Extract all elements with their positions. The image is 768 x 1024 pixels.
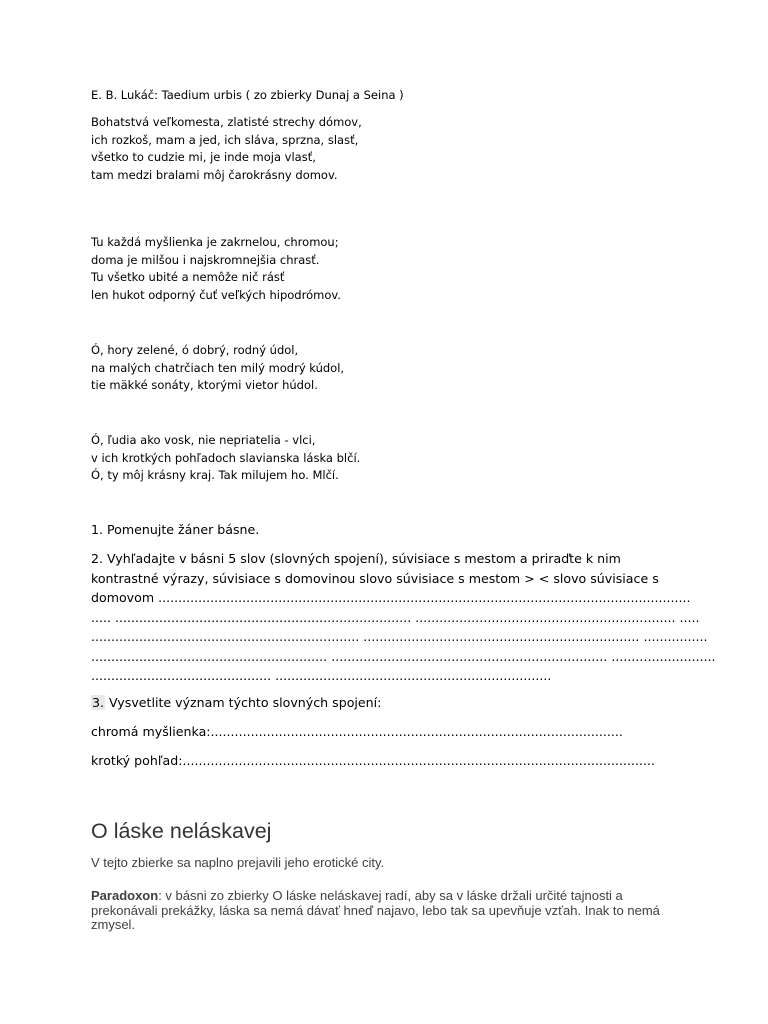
poem-stanza-3	[91, 341, 344, 394]
poem-line: len hukot odporný čuť veľkých hipodrómov.	[91, 287, 341, 302]
question-2-line: kontrastné výrazy, súvisiace s domovinou slovo súvisiace s mestom > < slovo súvisiace s	[91, 570, 659, 586]
paradox-paragraph	[91, 889, 681, 933]
poem-line: Ó, ľudia ako vosk, nie nepriatelia - vlci,	[91, 433, 316, 447]
question-2-answer-line: ........................................................... ..................................................................... ..........................	[91, 648, 716, 664]
question-3a-answer-line: chromá myšlienka:.......................................................................................................	[91, 724, 623, 739]
paradox-label: Paradoxon	[91, 888, 159, 903]
poem-line: Ó, hory zelené, ó dobrý, rodný údol,	[91, 343, 299, 357]
question-2-answer-line: ................................................................... ..................................................................... ................	[91, 629, 708, 644]
question-2-answer-line: ............................................. .....................................................................	[91, 668, 552, 683]
poem-line: všetko to cudzie mi, je inde moja vlasť,	[91, 150, 316, 164]
question-2-answer-line: ..... .......................................................................... ................................................................. .....	[91, 609, 700, 625]
paradox-text: : v básni zo zbierky O láske neláskavej radí, aby sa v láske držali určité tajnosti a prekonávali prekážky, láska sa nemá dávať hneď najavo, lebo tak sa upevňuje vzťah. Inak to nemá zmysel.	[91, 888, 660, 932]
poem-line: doma je milšou i najskromnejšia chrasť.	[91, 252, 320, 267]
poem-line: Tu každá myšlienka je zakrnelou, chromou;	[91, 235, 339, 249]
poem-line: tam medzi bralami môj čarokrásny domov.	[91, 167, 338, 182]
poem-stanza-1	[91, 113, 362, 183]
poem-line: ich rozkoš, mam a jed, ich sláva, sprzna, slasť,	[91, 132, 359, 147]
section-heading: O láske neláskavej	[91, 819, 272, 843]
poem-stanza-4	[91, 431, 360, 484]
question-3b-answer-line: krotký pohľad:......................................................................................................................	[91, 753, 655, 768]
poem-title: E. B. Lukáč: Taedium urbis ( zo zbierky Dunaj a Seina )	[91, 88, 404, 102]
question-3	[91, 693, 381, 713]
question-1: 1. Pomenujte žáner básne.	[91, 522, 260, 537]
poem-line: Ó, ty môj krásny kraj. Tak milujem ho. Mlčí.	[91, 468, 339, 482]
poem-line: v ich krotkých pohľadoch slavianska láska blčí.	[91, 450, 361, 465]
poem-line: na malých chatrčiach ten milý modrý kúdol,	[91, 360, 345, 375]
question-3-text: Vysvetlite význam týchto slovných spojení:	[105, 695, 382, 710]
question-2-line: 2. Vyhľadajte v básni 5 slov (slovných spojení), súvisiace s mestom a priraďte k nim	[91, 551, 621, 566]
poem-line: Bohatstvá veľkomesta, zlatisté strechy dómov,	[91, 115, 362, 129]
poem-line: tie mäkké sonáty, ktorými vietor húdol.	[91, 378, 318, 392]
question-2	[91, 549, 716, 686]
question-3-number: 3.	[92, 695, 105, 710]
question-2-answer-line: domovom .....................................................................................................................................	[91, 590, 691, 605]
poem-stanza-2	[91, 233, 341, 303]
section-intro: V tejto zbierke sa naplno prejavili jeho erotické city.	[91, 855, 385, 870]
poem-line: Tu všetko ubité a nemôže nič rásť	[91, 270, 285, 284]
